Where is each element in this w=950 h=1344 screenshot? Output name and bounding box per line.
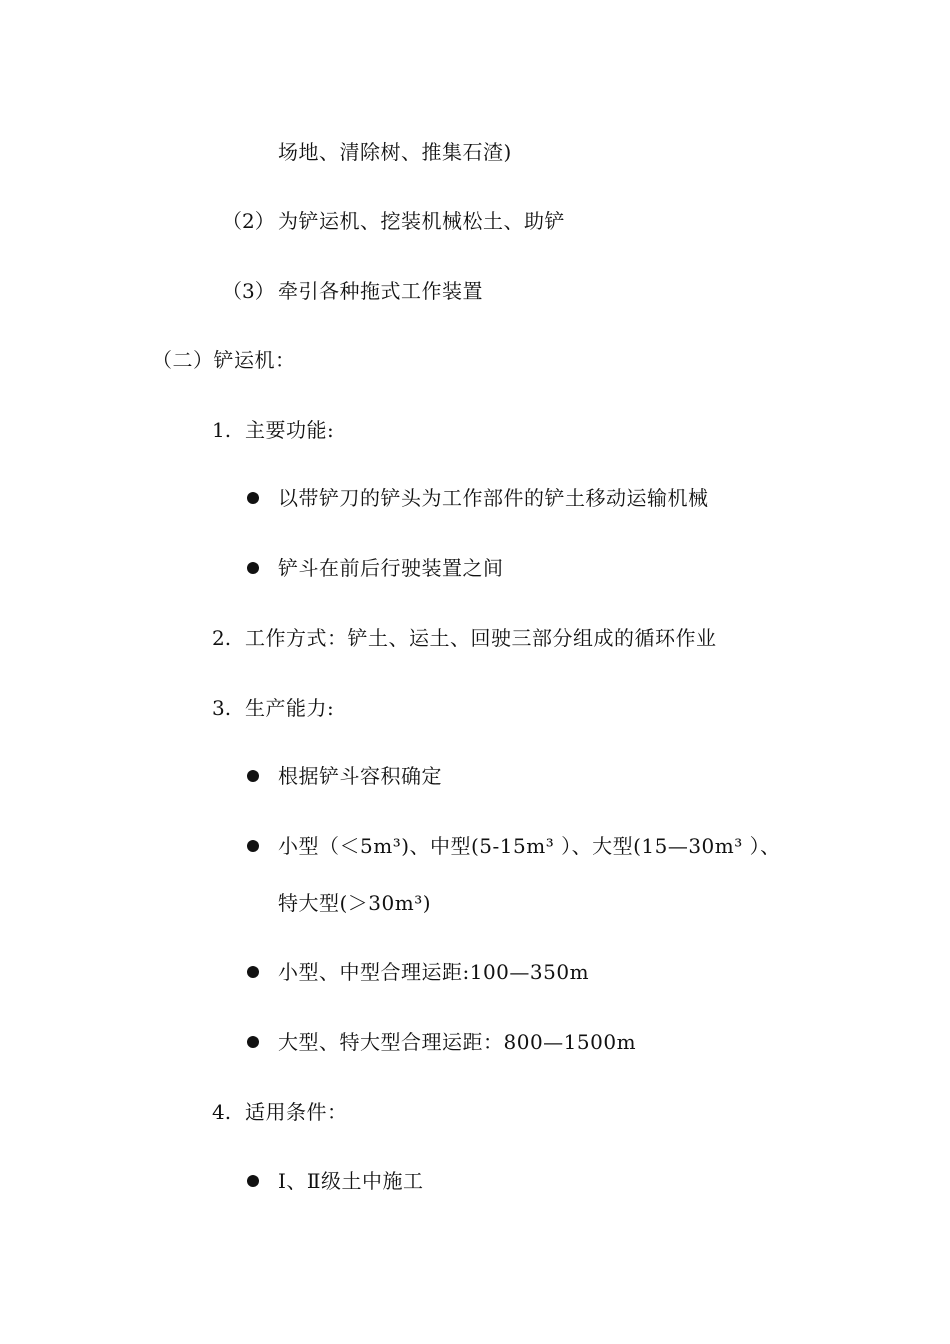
subsection-3-title: 生产能力: bbox=[245, 696, 335, 720]
subsection-2-text: 工作方式：铲土、运土、回驶三部分组成的循环作业 bbox=[245, 626, 717, 650]
bullet-icon bbox=[247, 492, 259, 504]
subsection-1-bullet-2: 铲斗在前后行驶装置之间 bbox=[278, 556, 504, 580]
item-3-number: （3） bbox=[222, 279, 275, 303]
subsection-3-bullet-2-line-2: 特大型(＞30m³) bbox=[278, 891, 432, 915]
bullet-icon bbox=[247, 562, 259, 574]
bullet-icon bbox=[247, 840, 259, 852]
subsection-4-number: 4. bbox=[212, 1100, 232, 1124]
subsection-3-bullet-4: 大型、特大型合理运距：800—1500m bbox=[278, 1030, 637, 1054]
item-2-number: （2） bbox=[222, 209, 275, 233]
subsection-3-number: 3. bbox=[212, 696, 232, 720]
subsection-3-bullet-1: 根据铲斗容积确定 bbox=[278, 764, 442, 788]
subsection-4-bullet-1: Ⅰ、Ⅱ级土中施工 bbox=[278, 1169, 424, 1193]
bullet-icon bbox=[247, 966, 259, 978]
subsection-1-number: 1. bbox=[212, 418, 232, 442]
continuation-line: 场地、清除树、推集石渣) bbox=[278, 140, 512, 164]
subsection-1-title: 主要功能: bbox=[245, 418, 335, 442]
subsection-4-title: 适用条件： bbox=[245, 1100, 348, 1124]
section-heading: （二）铲运机： bbox=[152, 348, 296, 372]
item-3-text: 牵引各种拖式工作装置 bbox=[278, 279, 483, 303]
bullet-icon bbox=[247, 770, 259, 782]
bullet-icon bbox=[247, 1036, 259, 1048]
item-2-text: 为铲运机、挖装机械松土、助铲 bbox=[278, 209, 565, 233]
subsection-3-bullet-3: 小型、中型合理运距:100—350m bbox=[278, 960, 590, 984]
bullet-icon bbox=[247, 1175, 259, 1187]
subsection-2-number: 2. bbox=[212, 626, 232, 650]
subsection-1-bullet-1: 以带铲刀的铲头为工作部件的铲土移动运输机械 bbox=[278, 486, 709, 510]
subsection-3-bullet-2-line-1: 小型（＜5m³)、中型(5-15m³ ）、大型(15—30m³ ）、 bbox=[278, 834, 781, 858]
